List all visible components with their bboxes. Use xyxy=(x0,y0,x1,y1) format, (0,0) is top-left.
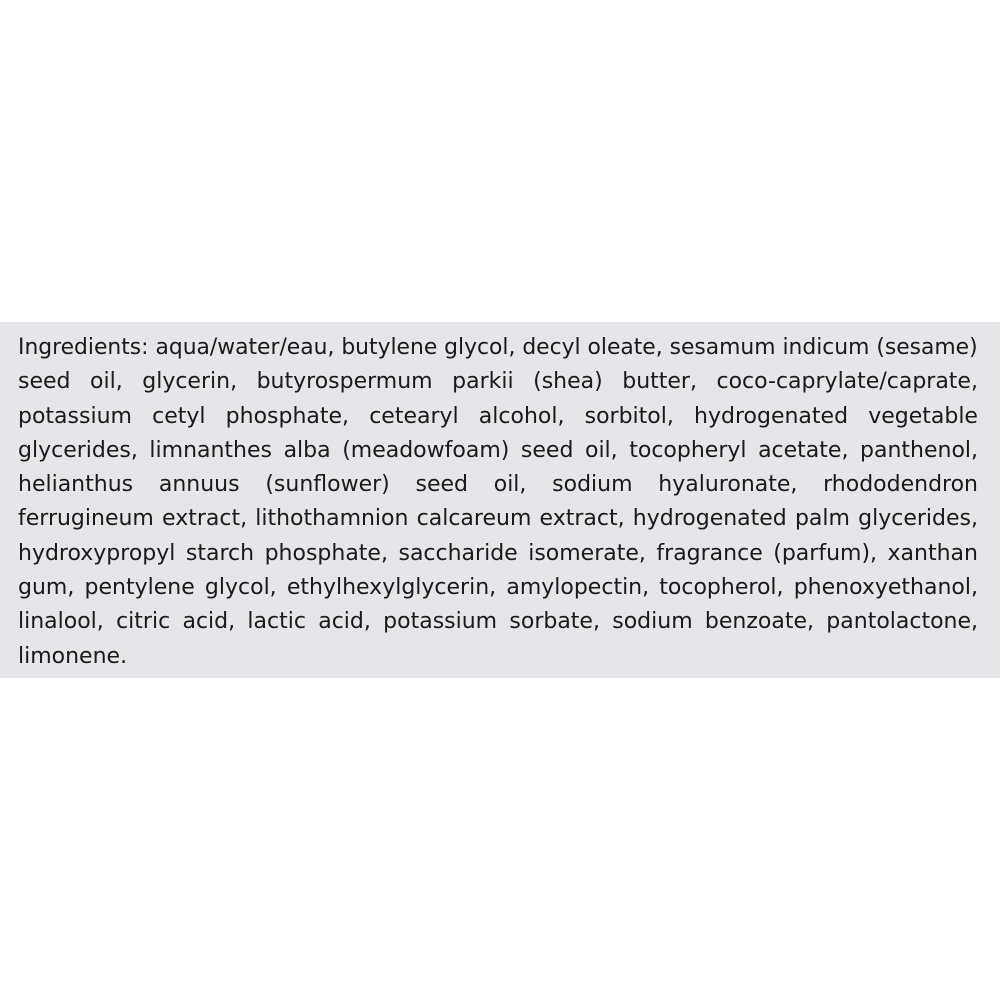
ingredients-line: gum, pentylene glycol, ethylhexylglycerin, amylopectin, tocopherol, phenoxyethanol, xyxy=(18,575,978,601)
ingredients-line: potassium cetyl phosphate, cetearyl alcohol, sorbitol, hydrogenated vegetable xyxy=(18,403,978,429)
ingredients-line: helianthus annuus (sunflower) seed oil, sodium hyaluronate, rhododendron xyxy=(18,472,979,498)
ingredients-text-block xyxy=(18,331,978,674)
ingredients-line: Ingredients: aqua/water/eau, butylene glycol, decyl oleate, sesamum indicum (sesame) xyxy=(18,335,978,360)
ingredients-line: limonene. xyxy=(18,643,128,669)
ingredients-line: ferrugineum extract, lithothamnion calcareum extract, hydrogenated palm glycerides, xyxy=(18,506,978,532)
ingredients-line: hydroxypropyl starch phosphate, saccharide isomerate, fragrance (parfum), xanthan xyxy=(18,540,978,566)
ingredients-line: seed oil, glycerin, butyrospermum parkii (shea) butter, coco-caprylate/caprate, xyxy=(18,369,978,395)
ingredients-line: glycerides, limnanthes alba (meadowfoam) seed oil, tocopheryl acetate, panthenol, xyxy=(18,437,979,463)
ingredients-line: linalool, citric acid, lactic acid, potassium sorbate, sodium benzoate, pantolactone, xyxy=(18,609,979,635)
